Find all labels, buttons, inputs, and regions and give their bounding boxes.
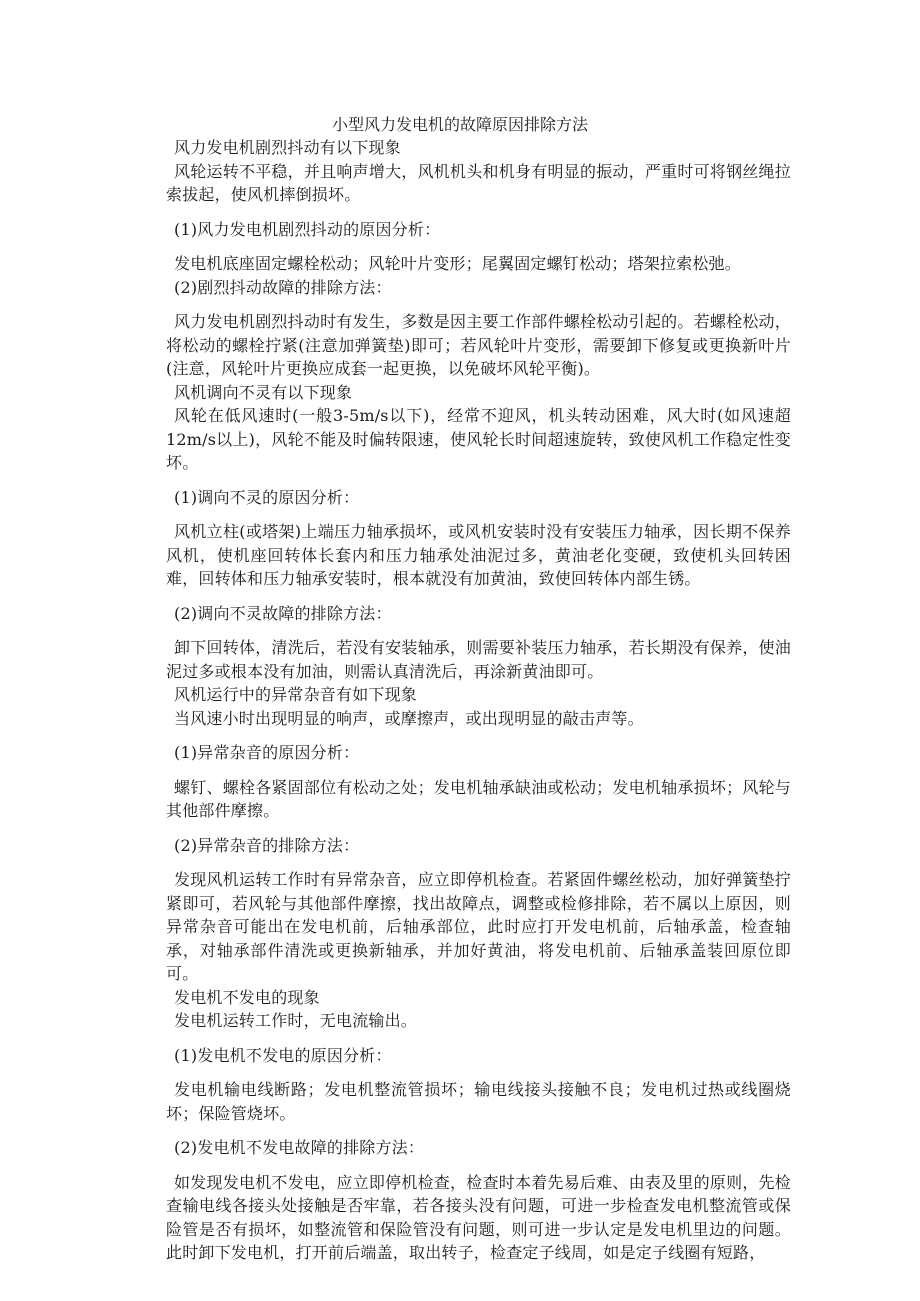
section-symptom: 当风速小时出现明显的响声，或摩擦声，或出现明显的敲击声等。 — [174, 708, 644, 728]
cause-title: (1)发电机不发电的原因分析： — [174, 1045, 392, 1065]
fix-text: 如发现发电机不发电，应立即停机检查，检查时本着先易后难、由表及里的原则，先检查输电线各接头处接触是否牢靠，若各接头没有问题，可进一步检查发电机整流管或保险管是否有损坏，如整流管和保险管没有问题，则可进一步认定是发电机里边的问题。此时卸下发电机，打开前后端盖，取出转子，检查定子线周，如是定子线圈有短路， — [166, 1172, 791, 1262]
fix-title: (2)发电机不发电故障的排除方法： — [174, 1138, 425, 1157]
section-symptom: 风轮在低风速时(一般3-5m/s以下)，经常不迎风，机头转动困难，风大时(如风速超12m/s以上)，风轮不能及时偏转限速，使风轮长时间超速旋转，致使风机工作稳定性变坏。 — [166, 406, 791, 472]
cause-text: 发电机底座固定螺栓松动；风轮叶片变形；尾翼固定螺钉松动；塔架拉索松弛。 — [174, 254, 742, 273]
fix-title: (2)剧烈抖动故障的排除方法： — [174, 277, 392, 297]
section-symptom: 发电机运转工作时，无电流输出。 — [174, 1011, 418, 1030]
document-title: 小型风力发电机的故障原因排除方法 — [331, 115, 588, 134]
cause-title: (1)异常杂音的原因分析： — [174, 743, 360, 762]
fix-title: (2)异常杂音的排除方法： — [174, 835, 360, 855]
fix-text: 发现风机运转工作时有异常杂音，应立即停机检查。若紧固件螺丝松动，加好弹簧垫拧紧即可，若风轮与其他部件摩擦，找出故障点，调整或检修排除，若不属以上原因，则异常杂音可能出在发电机前，后轴承部位，此时应打开发电机前，后轴承盖，检查轴承，对轴承部件清洗或更换新轴承，并加好黄油，将发电机前、后轴承盖装回原位即可。 — [166, 870, 791, 983]
fix-title: (2)调向不灵故障的排除方法： — [174, 603, 392, 623]
fix-text: 卸下回转体，清洗后，若没有安装轴承，则需要补装压力轴承，若长期没有保养，使油泥过多或根本没有加油，则需认真清洗后，再涂新黄油即可。 — [166, 638, 791, 681]
cause-text: 风机立柱(或塔架)上端压力轴承损坏，或风机安装时没有安装压力轴承，因长期不保养风机，使机座回转体长套内和压力轴承处油泥过多，黄油老化变硬，致使机头回转困难，回转体和压力轴承安装时，根本就没有加黄油，致使回转体内部生锈。 — [166, 522, 791, 588]
section-heading: 风力发电机剧烈抖动有以下现象 — [174, 138, 401, 157]
fix-text: 风力发电机剧烈抖动时有发生，多数是因主要工作部件螺栓松动引起的。若螺栓松动，将松动的螺栓拧紧(注意加弹簧垫)即可；若风轮叶片变形，需要卸下修复或更换新叶片(注意，风轮叶片更换应成套一起更换，以免破坏风轮平衡)。 — [166, 312, 791, 378]
document-body — [166, 136, 791, 1265]
section-heading: 发电机不发电的现象 — [174, 987, 320, 1007]
cause-title: (1)风力发电机剧烈抖动的原因分析： — [174, 219, 441, 239]
section-heading: 风机调向不灵有以下现象 — [174, 382, 353, 402]
cause-title: (1)调向不灵的原因分析： — [174, 487, 360, 507]
cause-text: 发电机输电线断路；发电机整流管损坏；输电线接头接触不良；发电机过热或线圈烧坏；保险管烧坏。 — [166, 1080, 791, 1123]
section-symptom: 风轮运转不平稳，并且响声增大，风机机头和机身有明显的振动，严重时可将钢丝绳拉索拔起，使风机摔倒损坏。 — [166, 161, 791, 204]
section-heading: 风机运行中的异常杂音有如下现象 — [174, 685, 418, 704]
cause-text: 螺钉、螺栓各紧固部位有松动之处；发电机轴承缺油或松动；发电机轴承损坏；风轮与其他部件摩擦。 — [166, 777, 791, 820]
